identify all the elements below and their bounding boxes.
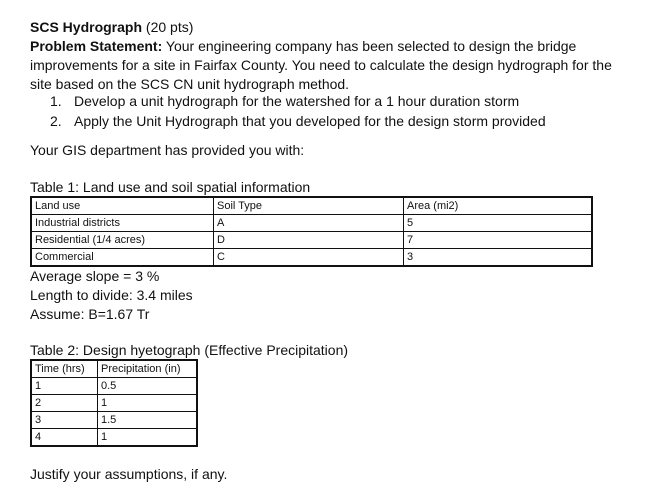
- table2-caption: Table 2: Design hyetograph (Effective Precipitation): [30, 342, 349, 358]
- document-title: [30, 18, 193, 36]
- table-cell: 2: [31, 395, 98, 412]
- table-cell: 1: [31, 378, 98, 395]
- table-cell: Industrial districts: [31, 215, 214, 232]
- header-cell-time: Time (hrs): [31, 360, 98, 378]
- length-to-divide: Length to divide: 3.4 miles: [30, 287, 193, 303]
- task-number: 2.: [50, 113, 62, 129]
- header-cell-soil-type: Soil Type: [214, 197, 404, 215]
- assumption: Assume: B=1.67 Tr: [30, 306, 150, 322]
- table-header-row: [31, 360, 197, 378]
- land-use-table: [30, 196, 593, 267]
- table-row: [31, 378, 197, 395]
- table1-caption: Table 1: Land use and soil spatial information: [30, 179, 311, 195]
- table-cell: 7: [404, 232, 593, 249]
- table-cell: 0.5: [98, 378, 198, 395]
- table-row: [31, 249, 592, 267]
- header-cell-land-use: Land use: [31, 197, 214, 215]
- table-row: [31, 215, 592, 232]
- problem-label: Problem Statement:: [30, 38, 163, 54]
- hyetograph-table: [30, 359, 198, 447]
- table-cell: 1.5: [98, 412, 198, 429]
- table-cell: 3: [404, 249, 593, 267]
- table-cell: D: [214, 232, 404, 249]
- table-cell: C: [214, 249, 404, 267]
- table-header-row: [31, 197, 592, 215]
- gis-intro: Your GIS department has provided you with:: [30, 142, 305, 158]
- table-cell: 1: [98, 429, 198, 447]
- table-cell: 4: [31, 429, 98, 447]
- header-cell-precipitation: Precipitation (in): [98, 360, 198, 378]
- task-text: Apply the Unit Hydrograph that you developed for the design storm provided: [74, 113, 546, 129]
- title-points: (20 pts): [142, 19, 194, 35]
- table-cell: 5: [404, 215, 593, 232]
- table-cell: 1: [98, 395, 198, 412]
- header-cell-area: Area (mi2): [404, 197, 593, 215]
- task-number: 1.: [50, 93, 62, 109]
- problem-text: Your engineering company has been selected to design the bridge improvements for a site in Fairfax County. You need to calculate the design hydrograph for the site based on the SCS CN unit hydrograph method.: [30, 38, 612, 92]
- problem-statement: [30, 37, 630, 94]
- table-row: [31, 429, 197, 447]
- task-item: [50, 91, 546, 111]
- title-bold: SCS Hydrograph: [30, 19, 143, 35]
- table-cell: 3: [31, 412, 98, 429]
- average-slope: Average slope = 3 %: [30, 268, 160, 284]
- table-cell: Residential (1/4 acres): [31, 232, 214, 249]
- table-row: [31, 232, 592, 249]
- task-item: [50, 111, 546, 131]
- task-text: Develop a unit hydrograph for the watershed for a 1 hour duration storm: [74, 93, 520, 109]
- justify-note: Justify your assumptions, if any.: [30, 466, 228, 482]
- task-list: [50, 91, 546, 131]
- table-cell: A: [214, 215, 404, 232]
- table-row: [31, 412, 197, 429]
- table-row: [31, 395, 197, 412]
- table-cell: Commercial: [31, 249, 214, 267]
